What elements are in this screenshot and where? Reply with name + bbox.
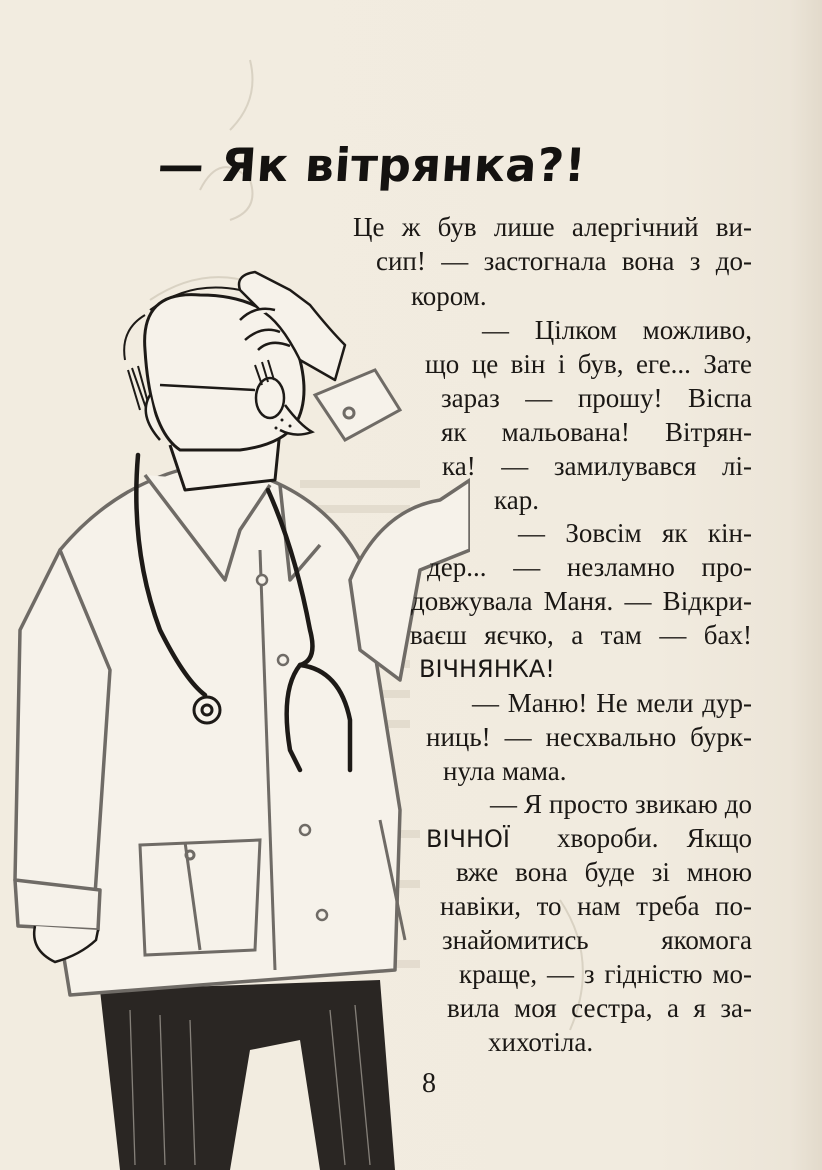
text-line: хихотіла. (488, 1027, 594, 1057)
doctor-illustration (0, 250, 470, 1170)
text-line: краще, — з гідністю мо- (459, 959, 752, 989)
chapter-heading: — Як вітрянка?! (156, 138, 588, 192)
text-line: ниць! — несхвально бурк- (426, 722, 752, 752)
text-line: кором. (411, 281, 487, 311)
text-line: ВІЧНЯНКА! (419, 655, 555, 683)
text-line: кар. (494, 485, 539, 515)
text-line: ка! — замилувався лі- (442, 451, 752, 481)
text-line: ВІЧНОЇ (426, 825, 511, 853)
text-line: ваєш яєчко, а там — бах! (410, 620, 752, 650)
text-line: — Зовсім як кін- (518, 518, 752, 548)
text-line: що це він і був, еге... Зате (425, 349, 752, 379)
text-line: хвороби. Якщо (557, 823, 752, 853)
trousers-drawing (100, 980, 395, 1170)
text-line: сип! — застогнала вона з до- (376, 246, 752, 276)
text-line: нула мама. (443, 756, 567, 786)
text-line: вже вона буде зі мною (456, 857, 752, 887)
text-line: знайомитись якомога (442, 925, 752, 955)
text-line: довжувала Маня. — Відкри- (411, 586, 752, 616)
text-line: — Я просто звикаю до (490, 789, 752, 819)
text-line: навіки, то нам треба по- (440, 891, 752, 921)
text-line: — Цілком можливо, (482, 315, 752, 345)
text-line: вила моя сестра, а я за- (447, 993, 752, 1023)
text-line: дер... — незламно про- (427, 552, 752, 582)
text-line: як мальована! Вітрян- (441, 417, 752, 447)
text-line: зараз — прошу! Віспа (441, 383, 752, 413)
text-line: Це ж був лише алергічний ви- (353, 212, 752, 242)
text-line: — Маню! Не мели дур- (472, 688, 752, 718)
page-number: 8 (422, 1068, 436, 1099)
